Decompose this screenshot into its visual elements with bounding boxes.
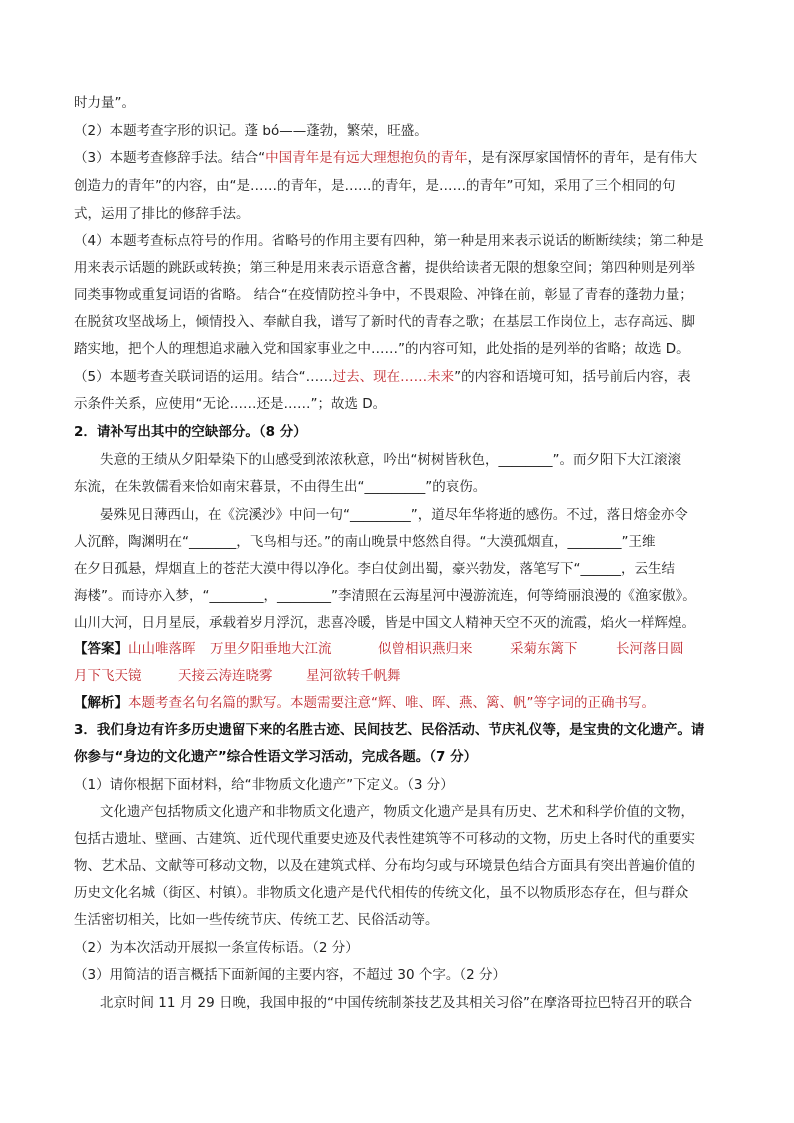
answer-item: 采菊东篱下 xyxy=(510,641,578,657)
question-2-heading: 2．请补写出其中的空缺部分。（8 分） xyxy=(74,424,307,440)
text-line: 用来表示话题的跳跃或转换；第三种是用来表示语意含蓄，提供给读者无限的想象空间；第四种则是列举 xyxy=(74,260,695,276)
quoted-text: 中国青年是有远大理想抱负的青年 xyxy=(265,150,468,166)
text-line: （2）本题考查字形的识记。蓬 bó——蓬勃，繁荣，旺盛。 xyxy=(74,123,428,139)
text-line: （4）本题考查标点符号的作用。省略号的作用主要有四种，第一种是用来表示说话的断断续续；第二种是 xyxy=(74,233,704,249)
text-line: 同类事物或重复词语的省略。 结合“在疫情防控斗争中，不畏艰险、冲锋在前，彰显了青春的蓬勃力量； xyxy=(74,287,693,303)
question-3-heading: 3．我们身边有许多历史遗留下来的名胜古迹、民间技艺、民俗活动、节庆礼仪等，是宝贵的文化遗产。请 xyxy=(74,722,705,738)
text-line: 创造力的青年”的内容，由“是……的青年，是……的青年，是……的青年”可知，采用了三个相同的句 xyxy=(74,178,676,194)
text-line: 物、艺术品、文献等可移动文物，以及在建筑式样、分布均匀或与环境景色结合方面具有突出普遍价值的 xyxy=(74,858,695,874)
text-segment: ”的内容和语境可知，括号前后内容，表 xyxy=(454,369,691,385)
text-line: 时力量”。 xyxy=(74,95,135,111)
analysis-row xyxy=(74,694,734,712)
sub-question: （3）用简洁的语言概括下面新闻的主要内容，不超过 30 个字。（2 分） xyxy=(74,967,506,983)
sub-question: （2）为本次活动开展拟一条宣传标语。（2 分） xyxy=(74,940,359,956)
sub-question: （1）请你根据下面材料，给“非物质文化遗产”下定义。（3 分） xyxy=(74,777,454,793)
answer-item: 月下飞天镜 xyxy=(74,668,142,684)
answer-item: 山山唯落晖 xyxy=(128,641,196,657)
text-line: 东流，在朱敦儒看来恰如南宋暮景，不由得生出“_________”的哀伤。 xyxy=(74,479,487,495)
text-line: 北京时间 11 月 29 日晚，我国申报的“中国传统制茶技艺及其相关习俗”在摩洛哥拉巴特召开的联合 xyxy=(100,995,693,1011)
text-line xyxy=(74,368,734,386)
text-segment: （5）本题考查关联词语的运用。结合“…… xyxy=(74,369,333,385)
text-line: 生活密切相关，比如一些传统节庆、传统工艺、民俗活动等。 xyxy=(74,912,439,928)
question-3-heading: 你参与“身边的文化遗产”综合性语文学习活动，完成各题。（7 分） xyxy=(74,749,478,765)
text-line: 示条件关系，应使用“无论……还是……”；故选 D。 xyxy=(74,396,387,412)
text-line: 海楼”。而诗亦入梦，“________，________”李清照在云海星河中漫游流连，何等绮丽浪漫的《渔家傲》。 xyxy=(74,588,696,604)
text-line: 失意的王绩从夕阳晕染下的山感受到浓浓秋意，吟出“树树皆秋色，________”。而夕阳下大江滚滚 xyxy=(100,452,681,468)
quoted-text: 过去、现在……未来 xyxy=(332,369,455,385)
answer-item: 星河欲转千帆舞 xyxy=(306,668,401,684)
text-line: 踏实地，把个人的理想追求融入党和国家事业之中……”的内容可知，此处指的是列举的省略；故选 D。 xyxy=(74,341,690,357)
answer-item: 似曾相识燕归来 xyxy=(378,641,473,657)
answer-item: 万里夕阳垂地大江流 xyxy=(210,641,332,657)
answer-row xyxy=(74,667,734,685)
text-segment: ，是有深厚家国情怀的青年，是有伟大 xyxy=(467,150,698,166)
text-line: 山川大河，日月星辰，承载着岁月浮沉，悲喜冷暖，皆是中国文人精神天空不灭的流霞，焰火一样辉煌。 xyxy=(74,615,695,631)
answer-item: 长河落日圆 xyxy=(616,641,684,657)
text-line: 包括古遗址、壁画、古建筑、近代现代重要史迹及代表性建筑等不可移动的文物，历史上各时代的重要实 xyxy=(74,831,695,847)
text-line: 在脱贫攻坚战场上，倾情投入、奉献自我，谱写了新时代的青春之歌；在基层工作岗位上，志存高远、脚 xyxy=(74,314,695,330)
answer-label: 【答案】 xyxy=(74,641,128,657)
text-line: 在夕日孤悬，焊烟直上的苍茫大漠中得以净化。李白仗剑出蜀，豪兴勃发，落笔写下“______，云生结 xyxy=(74,561,675,577)
text-line: 人沉醉，陶渊明在“_______，飞鸟相与还。”的南山晚景中悠然自得。“大漠孤烟直，________”王维 xyxy=(74,534,656,550)
text-line xyxy=(74,149,734,167)
text-segment: （3）本题考查修辞手法。结合“ xyxy=(74,150,266,166)
text-line: 历史文化名城（街区、村镇）。非物质文化遗产是代代相传的传统文化，虽不以物质形态存在，但与群众 xyxy=(74,885,689,901)
text-line: 晏殊见日薄西山，在《浣溪沙》中问一句“_________”，道尽年华将逝的感伤。不过，落日熔金亦令 xyxy=(100,507,688,523)
text-line: 文化遗产包括物质文化遗产和非物质文化遗产，物质文化遗产是具有历史、艺术和科学价值的文物， xyxy=(100,804,694,820)
answer-row xyxy=(74,640,734,658)
text-line: 式，运用了排比的修辞手法。 xyxy=(74,206,250,222)
answer-item: 天接云涛连晓雾 xyxy=(178,668,273,684)
analysis-text: 本题考查名句名篇的默写。本题需要注意“辉、唯、晖、燕、篱、帆”等字词的正确书写。 xyxy=(128,695,655,711)
analysis-label: 【解析】 xyxy=(74,695,128,711)
